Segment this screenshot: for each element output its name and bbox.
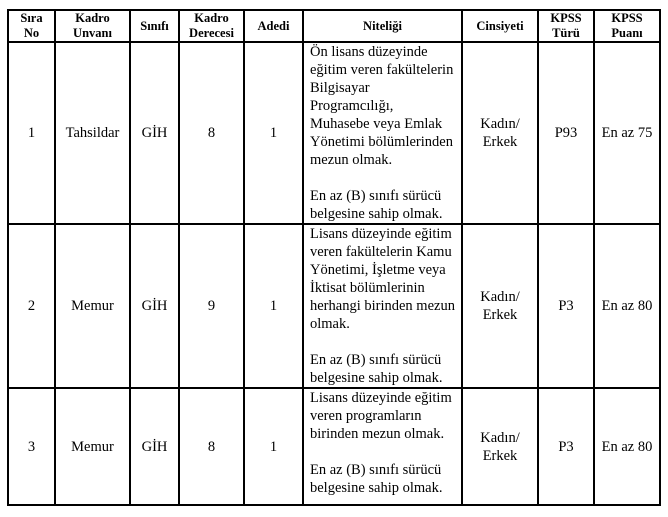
cell-sinif: GİH [130,224,179,388]
cell-kpss-turu: P93 [538,42,594,224]
header-kadro-derecesi: Kadro Derecesi [179,10,244,42]
nitelik-ehliyet: En az (B) sınıfı sürücü belgesine sahip olmak. [310,188,443,222]
cell-adet: 1 [244,42,303,224]
cell-kpss-puani: En az 80 [594,224,660,388]
cell-nitelik [303,388,462,505]
nitelik-egitim: Ön lisans düzeyinde eğitim veren fakültelerin Bilgisayar Programcılığı, Muhasebe veya Emlak Yönetimi bölümlerinden mezun olmak. [310,44,454,168]
cell-unvan: Tahsildar [55,42,130,224]
header-cinsiyeti: Cinsiyeti [462,10,538,42]
header-niteligi: Niteliği [303,10,462,42]
header-row [8,10,660,42]
cell-derece: 9 [179,224,244,388]
table-row [8,388,660,505]
kadro-table [7,9,661,506]
cell-sinif: GİH [130,42,179,224]
header-kadro-unvani: Kadro Unvanı [55,10,130,42]
cell-derece: 8 [179,42,244,224]
cell-sinif: GİH [130,388,179,505]
cell-kpss-puani: En az 75 [594,42,660,224]
header-sinifi: Sınıfı [130,10,179,42]
nitelik-ehliyet: En az (B) sınıfı sürücü belgesine sahip olmak. [310,462,443,496]
cell-adet: 1 [244,224,303,388]
cell-cinsiyet: Kadın/ Erkek [462,42,538,224]
header-sira-no: Sıra No [8,10,55,42]
header-kpss-puani: KPSS Puanı [594,10,660,42]
cell-adet: 1 [244,388,303,505]
cell-nitelik [303,42,462,224]
table-row [8,224,660,388]
cell-derece: 8 [179,388,244,505]
cell-unvan: Memur [55,224,130,388]
cell-kpss-turu: P3 [538,388,594,505]
cell-nitelik [303,224,462,388]
nitelik-egitim: Lisans düzeyinde eğitim veren fakültelerin Kamu Yönetimi, İşletme veya İktisat bölümlerinin herhangi birinden mezun olmak. [310,226,455,332]
nitelik-ehliyet: En az (B) sınıfı sürücü belgesine sahip olmak. [310,352,443,386]
table-row [8,42,660,224]
header-adedi: Adedi [244,10,303,42]
cell-unvan: Memur [55,388,130,505]
nitelik-egitim: Lisans düzeyinde eğitim veren programların birinden mezun olmak. [310,390,452,442]
cell-kpss-turu: P3 [538,224,594,388]
cell-sira: 3 [8,388,55,505]
cell-cinsiyet: Kadın/ Erkek [462,224,538,388]
cell-kpss-puani: En az 80 [594,388,660,505]
cell-cinsiyet: Kadın/ Erkek [462,388,538,505]
cell-sira: 2 [8,224,55,388]
cell-sira: 1 [8,42,55,224]
header-kpss-turu: KPSS Türü [538,10,594,42]
